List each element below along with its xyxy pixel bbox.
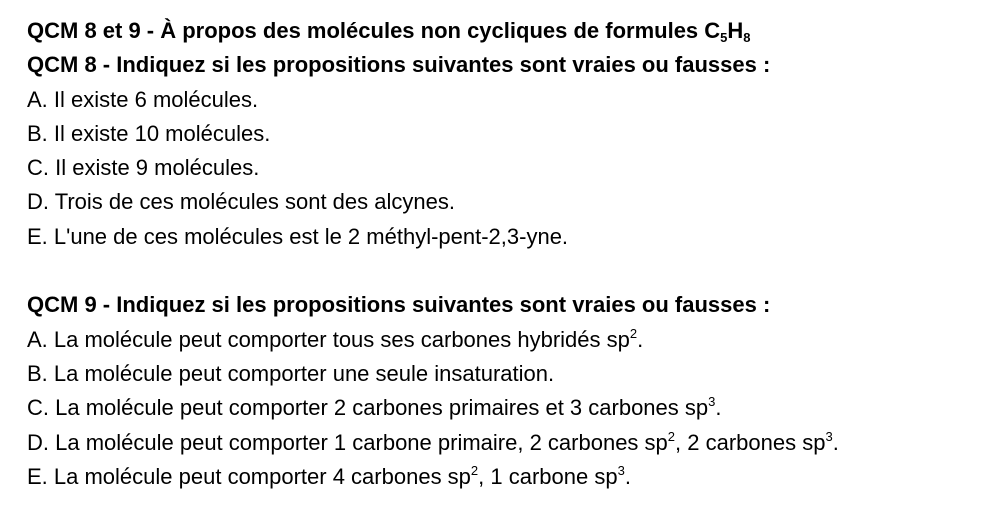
qcm9-d-end: .	[832, 429, 839, 455]
qcm9-a-superscript: 2	[629, 325, 638, 341]
title-subscript-8: 8	[743, 30, 751, 45]
qcm9-e-middle: , 1 carbone sp	[478, 463, 618, 489]
title-text: QCM 8 et 9 - À propos des molécules non cycliques de formules C	[27, 18, 721, 43]
qcm9-c-superscript: 3	[708, 394, 716, 410]
qcm8-item-c: C. Il existe 9 molécules.	[27, 155, 260, 181]
qcm9-d-middle: , 2 carbones sp	[675, 429, 826, 455]
qcm9-item-e	[27, 460, 987, 494]
qcm9-e-superscript-2: 3	[617, 462, 625, 478]
qcm9-b-text: B. La molécule peut comporter une seule insaturation.	[27, 360, 555, 386]
qcm9-a-text: A. La molécule peut comporter tous ses carbones hybridés sp	[27, 326, 630, 352]
qcm9-heading: QCM 9 - Indiquez si les propositions suivantes sont vraies ou fausses :	[27, 292, 771, 318]
document-title	[27, 14, 987, 48]
qcm8-item-b: B. Il existe 10 molécules.	[27, 120, 271, 146]
qcm8-item-d: D. Trois de ces molécules sont des alcynes.	[27, 189, 455, 215]
qcm9-a-end: .	[637, 326, 644, 352]
qcm9-e-end: .	[624, 463, 631, 489]
qcm9-item-c	[27, 391, 987, 425]
qcm9-e-text: E. La molécule peut comporter 4 carbones sp	[27, 463, 471, 489]
qcm9-item-d	[27, 426, 987, 460]
qcm9-item-b	[27, 357, 987, 391]
title-subscript-5: 5	[720, 30, 728, 45]
qcm9-d-superscript-2: 3	[825, 428, 833, 444]
document-page	[27, 14, 987, 494]
qcm9-c-text: C. La molécule peut comporter 2 carbones primaires et 3 carbones sp	[27, 395, 709, 421]
qcm9-d-superscript-1: 2	[667, 428, 676, 444]
qcm9-d-text: D. La molécule peut comporter 1 carbone primaire, 2 carbones sp	[27, 429, 668, 455]
title-h: H	[727, 18, 744, 43]
qcm8-item-e: E. L'une de ces molécules est le 2 méthyl-pent-2,3-yne.	[27, 223, 569, 249]
qcm9-item-a	[27, 323, 987, 357]
qcm9-e-superscript-1: 2	[470, 462, 479, 478]
qcm9-c-end: .	[715, 395, 722, 421]
section-spacer	[27, 254, 987, 288]
qcm8-heading: QCM 8 - Indiquez si les propositions suivantes sont vraies ou fausses :	[27, 52, 771, 78]
qcm8-item-a: A. Il existe 6 molécules.	[27, 86, 259, 112]
